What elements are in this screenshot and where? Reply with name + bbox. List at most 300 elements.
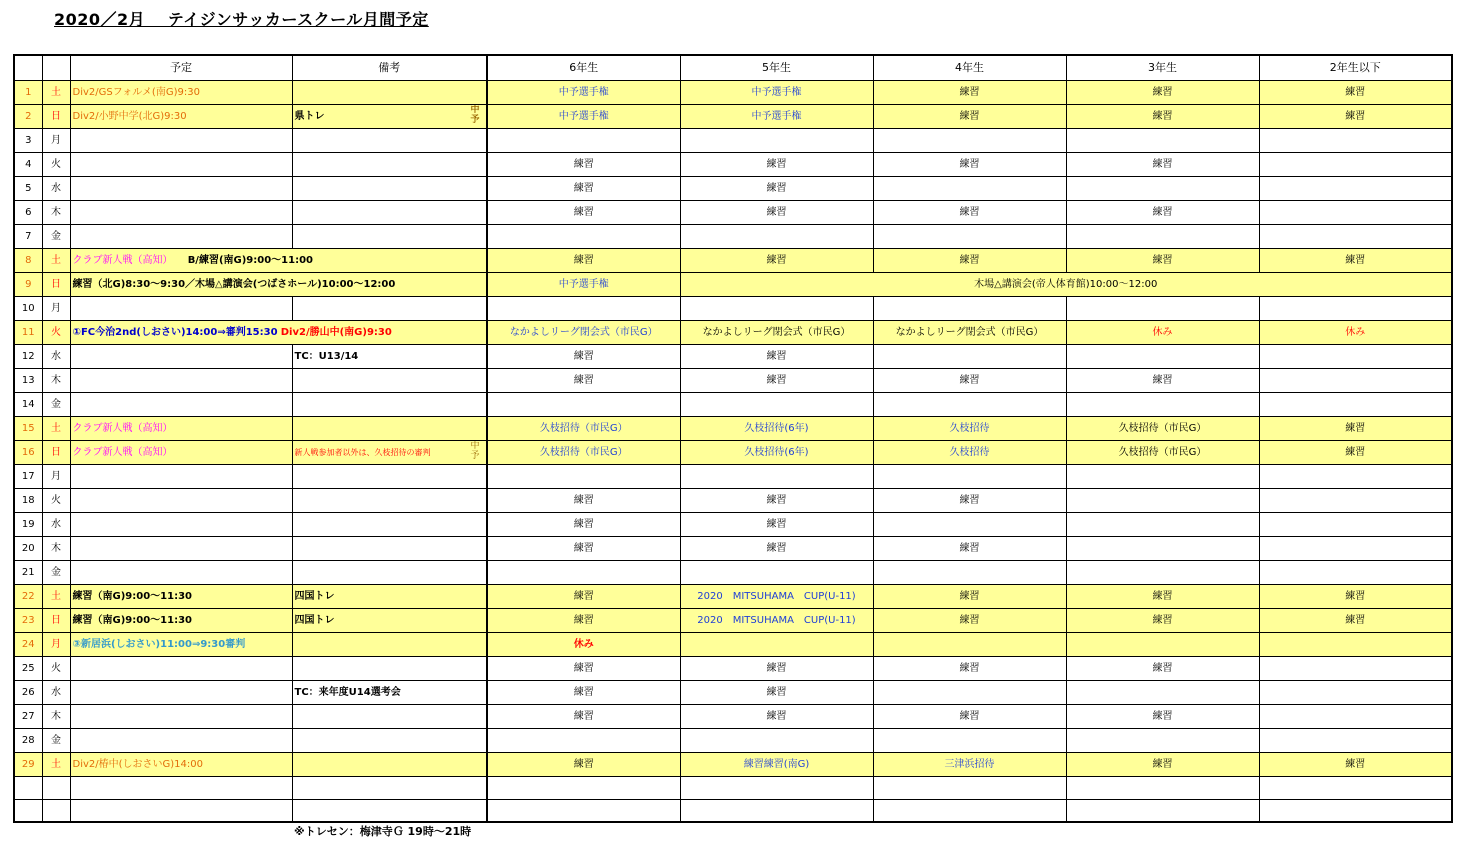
weekday: 土 <box>42 248 70 272</box>
grade4-cell <box>873 560 1066 584</box>
grade3-cell <box>1066 392 1259 416</box>
day-number: 11 <box>14 320 42 344</box>
notes-cell <box>292 560 487 584</box>
grade4-cell <box>873 728 1066 752</box>
weekday: 火 <box>42 152 70 176</box>
grade5-cell <box>680 728 873 752</box>
grade2-cell <box>1259 344 1452 368</box>
grade6-cell <box>487 560 680 584</box>
day-number: 17 <box>14 464 42 488</box>
weekday: 火 <box>42 488 70 512</box>
grade4-cell: 練習 <box>873 656 1066 680</box>
table-row <box>14 536 1452 560</box>
grade3-cell: 練習 <box>1066 80 1259 104</box>
schedule-cell <box>70 224 292 248</box>
grade3-cell: 練習 <box>1066 200 1259 224</box>
day-number: 25 <box>14 656 42 680</box>
grade3-cell <box>1066 536 1259 560</box>
grade5-cell: 中予選手権 <box>680 104 873 128</box>
schedule-cell <box>70 704 292 728</box>
weekday: 木 <box>42 536 70 560</box>
table-row-empty <box>14 799 1452 822</box>
grade3-cell: 練習 <box>1066 608 1259 632</box>
weekday: 日 <box>42 272 70 296</box>
grade4-cell: 練習 <box>873 584 1066 608</box>
table-row <box>14 440 1452 464</box>
day-number: 29 <box>14 752 42 776</box>
grade5-cell: 2020 MITSUHAMA CUP(U-11) <box>680 608 873 632</box>
weekday: 日 <box>42 608 70 632</box>
day-number: 1 <box>14 80 42 104</box>
grade4-cell <box>873 344 1066 368</box>
notes-cell <box>292 440 487 464</box>
day-number: 14 <box>14 392 42 416</box>
grade3-cell: 練習 <box>1066 152 1259 176</box>
schedule-part-a: クラブ新人戦（高知） <box>72 254 173 266</box>
schedule-cell <box>70 200 292 224</box>
table-row <box>14 632 1452 656</box>
notes-cell <box>292 464 487 488</box>
empty-cell <box>680 776 873 799</box>
day-number: 12 <box>14 344 42 368</box>
grade4-cell: 練習 <box>873 536 1066 560</box>
empty-cell <box>873 776 1066 799</box>
notes-cell: 四国トレ <box>292 608 487 632</box>
grade4-cell: 久枝招待 <box>873 416 1066 440</box>
grades-span-cell: 木場△講演会(帝人体育館)10:00～12:00 <box>680 272 1452 296</box>
empty-cell <box>487 776 680 799</box>
grade2-cell: 練習 <box>1259 752 1452 776</box>
notes-cell <box>292 512 487 536</box>
day-number: 13 <box>14 368 42 392</box>
grade3-cell: 練習 <box>1066 368 1259 392</box>
header-day <box>42 55 70 80</box>
empty-cell <box>70 776 292 799</box>
notes-cell <box>292 416 487 440</box>
grade4-cell <box>873 296 1066 320</box>
grade6-cell: 練習 <box>487 704 680 728</box>
day-number: 15 <box>14 416 42 440</box>
empty-cell <box>680 799 873 822</box>
table-row-empty <box>14 776 1452 799</box>
day-number: 26 <box>14 680 42 704</box>
grade6-cell: 練習 <box>487 752 680 776</box>
grade3-cell <box>1066 176 1259 200</box>
grade4-cell <box>873 512 1066 536</box>
schedule-part-b: Div2/勝山中(南G)9:30 <box>280 326 392 338</box>
day-number: 4 <box>14 152 42 176</box>
grade2-cell <box>1259 512 1452 536</box>
header-schedule: 予定 <box>70 55 292 80</box>
grade5-cell: 練習 <box>680 200 873 224</box>
schedule-cell: 練習（南G)9:00～11:30 <box>70 584 292 608</box>
region-mark: 中予 <box>470 440 480 461</box>
weekday: 火 <box>42 656 70 680</box>
weekday: 水 <box>42 344 70 368</box>
day-number: 9 <box>14 272 42 296</box>
grade4-cell: 練習 <box>873 608 1066 632</box>
day-number: 2 <box>14 104 42 128</box>
grade3-cell <box>1066 728 1259 752</box>
grade5-cell: 中予選手権 <box>680 80 873 104</box>
schedule-cell <box>70 560 292 584</box>
table-row <box>14 680 1452 704</box>
grade3-cell <box>1066 680 1259 704</box>
empty-cell <box>292 799 487 822</box>
weekday: 土 <box>42 584 70 608</box>
schedule-cell: ③新居浜(しおさい)11:00⇒9:30審判 <box>70 632 292 656</box>
weekday: 木 <box>42 704 70 728</box>
day-number: 27 <box>14 704 42 728</box>
weekday: 土 <box>42 752 70 776</box>
weekday: 木 <box>42 200 70 224</box>
grade4-cell: 練習 <box>873 152 1066 176</box>
notes-cell <box>292 152 487 176</box>
grade2-cell <box>1259 296 1452 320</box>
grade3-cell <box>1066 464 1259 488</box>
grade2-cell <box>1259 368 1452 392</box>
schedule-cell <box>70 680 292 704</box>
grade2-cell <box>1259 560 1452 584</box>
table-row <box>14 704 1452 728</box>
grade3-cell: 久枝招待（市民G） <box>1066 440 1259 464</box>
grade6-cell: 中予選手権 <box>487 80 680 104</box>
weekday: 金 <box>42 560 70 584</box>
schedule-cell <box>70 344 292 368</box>
table-row <box>14 752 1452 776</box>
notes-cell <box>292 128 487 152</box>
day-number: 24 <box>14 632 42 656</box>
notes-cell <box>292 296 487 320</box>
grade5-cell <box>680 128 873 152</box>
grade4-cell <box>873 464 1066 488</box>
grade4-cell <box>873 632 1066 656</box>
grade2-cell <box>1259 656 1452 680</box>
grade3-cell <box>1066 128 1259 152</box>
grade5-cell: 久枝招待(6年) <box>680 440 873 464</box>
grade4-cell <box>873 224 1066 248</box>
table-row <box>14 488 1452 512</box>
table-row <box>14 200 1452 224</box>
grade3-cell: 休み <box>1066 320 1259 344</box>
grade4-cell <box>873 392 1066 416</box>
grade6-cell: 練習 <box>487 152 680 176</box>
grade5-cell <box>680 560 873 584</box>
grade3-cell: 久枝招待（市民G） <box>1066 416 1259 440</box>
header-notes: 備考 <box>292 55 487 80</box>
grade3-cell: 練習 <box>1066 104 1259 128</box>
weekday: 水 <box>42 680 70 704</box>
schedule-cell: Div2/小野中学(北G)9:30 <box>70 104 292 128</box>
day-number: 20 <box>14 536 42 560</box>
grade6-cell <box>487 128 680 152</box>
weekday: 土 <box>42 80 70 104</box>
header-grade5: 5年生 <box>680 55 873 80</box>
grade4-cell <box>873 680 1066 704</box>
day-number: 5 <box>14 176 42 200</box>
empty-cell <box>487 799 680 822</box>
weekday: 金 <box>42 728 70 752</box>
schedule-cell: Div2/GSフォルメ(南G)9:30 <box>70 80 292 104</box>
notes-cell: TC：U13/14 <box>292 344 487 368</box>
grade2-cell <box>1259 704 1452 728</box>
region-mark: 中予 <box>470 104 480 125</box>
notes-cell <box>292 224 487 248</box>
grade3-cell: 練習 <box>1066 248 1259 272</box>
empty-cell <box>292 776 487 799</box>
header-num <box>14 55 42 80</box>
notes-cell <box>292 368 487 392</box>
grade2-cell: 練習 <box>1259 584 1452 608</box>
weekday: 日 <box>42 104 70 128</box>
grade5-cell <box>680 464 873 488</box>
grade2-cell <box>1259 680 1452 704</box>
grade6-cell: 中予選手権 <box>487 104 680 128</box>
grade4-cell: 練習 <box>873 704 1066 728</box>
grade3-cell <box>1066 224 1259 248</box>
weekday: 月 <box>42 296 70 320</box>
schedule-table <box>13 54 1453 823</box>
table-row <box>14 296 1452 320</box>
grade5-cell <box>680 392 873 416</box>
grade4-cell: 練習 <box>873 368 1066 392</box>
grade6-cell: 練習 <box>487 656 680 680</box>
grade2-cell: 練習 <box>1259 248 1452 272</box>
table-row <box>14 320 1452 344</box>
schedule-cell <box>70 248 487 272</box>
grade6-cell: 久枝招待（市民G） <box>487 440 680 464</box>
grade5-cell: 練習 <box>680 344 873 368</box>
grade3-cell <box>1066 488 1259 512</box>
grade2-cell <box>1259 536 1452 560</box>
grade2-cell: 練習 <box>1259 416 1452 440</box>
schedule-part-b: B/練習(南G)9:00～11:00 <box>187 254 314 266</box>
grade4-cell: 練習 <box>873 80 1066 104</box>
notes-cell <box>292 176 487 200</box>
table-row <box>14 152 1452 176</box>
grade6-cell <box>487 464 680 488</box>
grade4-cell: 練習 <box>873 488 1066 512</box>
grade5-cell: 練習 <box>680 248 873 272</box>
grade3-cell: 練習 <box>1066 656 1259 680</box>
schedule-cell: Div2/椿中(しおさいG)14:00 <box>70 752 292 776</box>
schedule-cell <box>70 392 292 416</box>
notes-cell <box>292 656 487 680</box>
grade4-cell: 練習 <box>873 200 1066 224</box>
grade4-cell: 三津浜招待 <box>873 752 1066 776</box>
grade3-cell <box>1066 296 1259 320</box>
grade2-cell <box>1259 224 1452 248</box>
grade6-cell: 練習 <box>487 608 680 632</box>
grade5-cell: 2020 MITSUHAMA CUP(U-11) <box>680 584 873 608</box>
table-row <box>14 416 1452 440</box>
grade5-cell: 練習 <box>680 536 873 560</box>
day-number: 16 <box>14 440 42 464</box>
grade4-cell <box>873 128 1066 152</box>
grade5-cell <box>680 632 873 656</box>
grade6-cell: 練習 <box>487 248 680 272</box>
notes-cell: TC：来年度U14選考会 <box>292 680 487 704</box>
table-row <box>14 344 1452 368</box>
schedule-cell <box>70 296 292 320</box>
schedule-part-a: ①FC今治2nd(しおさい)14:00⇒審判15:30 <box>72 326 278 338</box>
grade5-cell: なかよしリーグ閉会式（市民G） <box>680 320 873 344</box>
table-row <box>14 80 1452 104</box>
table-row <box>14 608 1452 632</box>
grade3-cell: 練習 <box>1066 584 1259 608</box>
grade6-cell: 練習 <box>487 536 680 560</box>
weekday: 金 <box>42 392 70 416</box>
weekday: 月 <box>42 128 70 152</box>
header-grade2: 2年生以下 <box>1259 55 1452 80</box>
grade4-cell: 練習 <box>873 104 1066 128</box>
grade6-cell: なかよしリーグ閉会式（市民G） <box>487 320 680 344</box>
empty-cell <box>873 799 1066 822</box>
header-grade3: 3年生 <box>1066 55 1259 80</box>
weekday: 土 <box>42 416 70 440</box>
empty-cell <box>1259 799 1452 822</box>
header-grade4: 4年生 <box>873 55 1066 80</box>
grade5-cell: 練習 <box>680 704 873 728</box>
grade2-cell <box>1259 176 1452 200</box>
grade6-cell <box>487 224 680 248</box>
table-row <box>14 368 1452 392</box>
table-row <box>14 272 1452 296</box>
grade2-cell <box>1259 488 1452 512</box>
grade6-cell: 休み <box>487 632 680 656</box>
grade6-cell: 練習 <box>487 368 680 392</box>
table-row <box>14 392 1452 416</box>
grade3-cell <box>1066 344 1259 368</box>
grade4-cell: 練習 <box>873 248 1066 272</box>
table-row <box>14 584 1452 608</box>
schedule-cell <box>70 368 292 392</box>
grade6-cell: 練習 <box>487 488 680 512</box>
weekday: 月 <box>42 632 70 656</box>
grade5-cell: 練習 <box>680 488 873 512</box>
notes-cell: 四国トレ <box>292 584 487 608</box>
grade2-cell <box>1259 464 1452 488</box>
empty-cell <box>42 776 70 799</box>
grade4-cell: なかよしリーグ閉会式（市民G） <box>873 320 1066 344</box>
day-number: 10 <box>14 296 42 320</box>
grade6-cell: 練習 <box>487 344 680 368</box>
day-number: 18 <box>14 488 42 512</box>
grade5-cell <box>680 224 873 248</box>
grade3-cell: 練習 <box>1066 752 1259 776</box>
grade5-cell: 練習 <box>680 152 873 176</box>
day-number: 6 <box>14 200 42 224</box>
notes-cell <box>292 704 487 728</box>
grade2-cell: 練習 <box>1259 608 1452 632</box>
schedule-cell <box>70 176 292 200</box>
grade6-cell: 久枝招待（市民G） <box>487 416 680 440</box>
grade2-cell <box>1259 632 1452 656</box>
table-row <box>14 224 1452 248</box>
day-number: 3 <box>14 128 42 152</box>
grade6-cell: 練習 <box>487 200 680 224</box>
empty-cell <box>70 799 292 822</box>
schedule-cell <box>70 536 292 560</box>
grade4-cell <box>873 176 1066 200</box>
grade6-cell: 中予選手権 <box>487 272 680 296</box>
table-row <box>14 176 1452 200</box>
notes-cell <box>292 392 487 416</box>
day-number: 21 <box>14 560 42 584</box>
grade6-cell: 練習 <box>487 512 680 536</box>
notes-text: 県トレ <box>294 110 325 122</box>
notes-text: 新人戦参加者以外は、久枝招待の審判 <box>294 447 431 457</box>
grade5-cell: 練習 <box>680 680 873 704</box>
day-number: 19 <box>14 512 42 536</box>
notes-cell <box>292 632 487 656</box>
grade2-cell: 練習 <box>1259 440 1452 464</box>
table-row <box>14 656 1452 680</box>
grade2-cell <box>1259 128 1452 152</box>
grade6-cell <box>487 296 680 320</box>
grade5-cell: 練習 <box>680 176 873 200</box>
notes-cell <box>292 536 487 560</box>
schedule-cell <box>70 728 292 752</box>
schedule-cell <box>70 656 292 680</box>
weekday: 火 <box>42 320 70 344</box>
schedule-cell: 練習（南G)9:00～11:30 <box>70 608 292 632</box>
grade5-cell: 久枝招待(6年) <box>680 416 873 440</box>
notes-cell <box>292 728 487 752</box>
day-number: 7 <box>14 224 42 248</box>
empty-cell <box>1259 776 1452 799</box>
day-number: 22 <box>14 584 42 608</box>
grade6-cell: 練習 <box>487 584 680 608</box>
page-title: 2020／2月 テイジンサッカースクール月間予定 <box>54 10 429 29</box>
empty-cell <box>1066 799 1259 822</box>
day-number: 23 <box>14 608 42 632</box>
header-row <box>14 55 1452 80</box>
header-grade6: 6年生 <box>487 55 680 80</box>
grade2-cell <box>1259 392 1452 416</box>
notes-cell <box>292 752 487 776</box>
grade2-cell: 練習 <box>1259 104 1452 128</box>
grade3-cell <box>1066 560 1259 584</box>
table-row <box>14 728 1452 752</box>
grade5-cell <box>680 296 873 320</box>
grade2-cell <box>1259 152 1452 176</box>
empty-cell <box>14 776 42 799</box>
footnote: ※トレセン：梅津寺Ｇ 19時～21時 <box>294 825 472 838</box>
weekday: 水 <box>42 512 70 536</box>
schedule-cell: クラブ新人戦（高知） <box>70 416 292 440</box>
grade5-cell: 練習 <box>680 512 873 536</box>
grade2-cell <box>1259 200 1452 224</box>
weekday: 月 <box>42 464 70 488</box>
grade5-cell: 練習練習(南G) <box>680 752 873 776</box>
table-row <box>14 560 1452 584</box>
schedule-cell <box>70 152 292 176</box>
grade5-cell: 練習 <box>680 656 873 680</box>
grade5-cell: 練習 <box>680 368 873 392</box>
notes-cell <box>292 104 487 128</box>
weekday: 木 <box>42 368 70 392</box>
schedule-cell: 練習（北G)8:30～9:30／木場△講演会(つばさホール)10:00～12:00 <box>70 272 487 296</box>
grade6-cell: 練習 <box>487 176 680 200</box>
grade2-cell <box>1259 728 1452 752</box>
schedule-cell: クラブ新人戦（高知） <box>70 440 292 464</box>
day-number: 8 <box>14 248 42 272</box>
weekday: 日 <box>42 440 70 464</box>
grade2-cell: 練習 <box>1259 80 1452 104</box>
grade6-cell <box>487 728 680 752</box>
grade2-cell: 休み <box>1259 320 1452 344</box>
